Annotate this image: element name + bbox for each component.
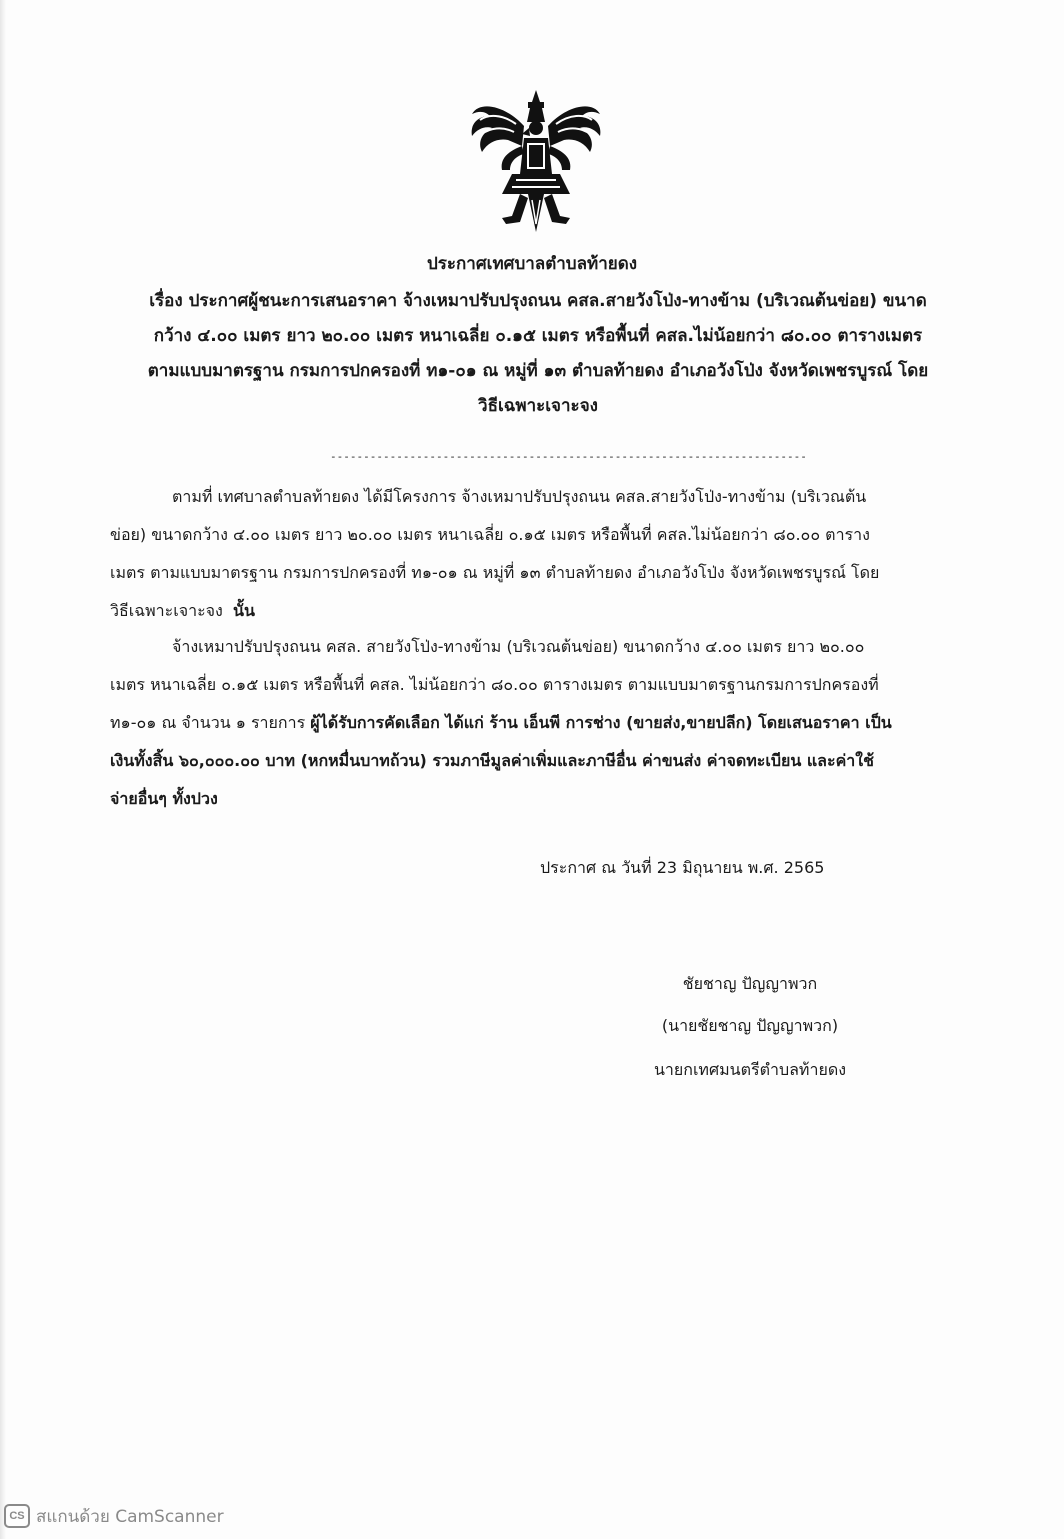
subject-line: เรื่อง ประกาศผู้ชนะการเสนอราคา จ้างเหมาปรับปรุงถนน คสล.สายวังโป่ง-ทางข้าม (บริเวณต้นข่อย) ขนาด [149,291,927,311]
signature-full-name: (นายชัยชาญ ปัญญาพวก) [661,1016,839,1035]
paragraph-line: เงินทั้งสิ้น ๖๐,๐๐๐.๐๐ บาท (หกหมื่นบาทถ้วน) รวมภาษีมูลค่าเพิ่มและภาษีอื่น ค่าขนส่ง ค่าจดทะเบียน และค่าใช้ [110,751,874,770]
paragraph-project [110,478,962,630]
paragraph-line: เมตร ตามแบบมาตรฐาน กรมการปกครองที่ ท๑-๐๑ ณ หมู่ที่ ๑๓ ตำบลท้ายดง อำเภอวังโป่ง จังหวัดเพชรบูรณ์ โดย [110,563,880,582]
signature-position: นายกเทศมนตรีตำบลท้ายดง [653,1060,847,1079]
paragraph-winner [110,628,962,818]
camscanner-footer [4,1503,224,1529]
announcement-date: ประกาศ ณ วันที่ 23 มิถุนายน พ.ศ. 2565 [540,858,825,877]
paragraph-emphasis: ผู้ได้รับการคัดเลือก ได้แก่ ร้าน เอ็นพี การช่าง (ขายส่ง,ขายปลีก) โดยเสนอราคา เป็น [310,713,892,732]
paragraph-line: จ่ายอื่นๆ ทั้งปวง [110,789,218,808]
document-subject [112,284,964,424]
camscanner-label: สแกนด้วย CamScanner [36,1506,224,1527]
paragraph-line: ข่อย) ขนาดกว้าง ๔.๐๐ เมตร ยาว ๒๐.๐๐ เมตร หนาเฉลี่ย ๐.๑๕ เมตร หรือพื้นที่ คสล.ไม่น้อยกว่า ๘๐.๐๐ ตาราง [110,525,870,544]
paragraph-line: เมตร หนาเฉลี่ย ๐.๑๕ เมตร หรือพื้นที่ คสล. ไม่น้อยกว่า ๘๐.๐๐ ตารางเมตร ตามแบบมาตรฐานกรมการปกครองที่ [110,675,879,694]
camscanner-icon: CS [4,1504,30,1528]
signature-name: ชัยชาญ ปัญญาพวก [682,974,818,993]
document-title: ประกาศเทศบาลตำบลท้ายดง [426,254,638,274]
paragraph-emphasis: นั้น [233,601,255,620]
garuda-emblem-icon [466,86,606,236]
subject-line: วิธีเฉพาะเจาะจง [478,396,598,416]
separator-line: ------------------------------------------------------------------------ [330,450,807,463]
paragraph-line: จ้างเหมาปรับปรุงถนน คสล. สายวังโป่ง-ทางข้าม (บริเวณต้นข่อย) ขนาดกว้าง ๔.๐๐ เมตร ยาว ๒๐.๐๐ [172,637,865,656]
paragraph-text: วิธีเฉพาะเจาะจง [110,601,223,620]
subject-line: ตามแบบมาตรฐาน กรมการปกครองที่ ท๑-๐๑ ณ หมู่ที่ ๑๓ ตำบลท้ายดง อำเภอวังโป่ง จังหวัดเพชรบูรณ์ โดย [147,361,929,381]
paragraph-text: ท๑-๐๑ ณ จำนวน ๑ รายการ [110,713,306,732]
paragraph-line [110,704,962,742]
subject-line: กว้าง ๔.๐๐ เมตร ยาว ๒๐.๐๐ เมตร หนาเฉลี่ย ๐.๑๕ เมตร หรือพื้นที่ คสล.ไม่น้อยกว่า ๘๐.๐๐ ตารางเมตร [153,326,923,346]
paragraph-line [110,592,962,630]
scan-edge [0,0,6,1539]
paragraph-line: ตามที่ เทศบาลตำบลท้ายดง ได้มีโครงการ จ้างเหมาปรับปรุงถนน คสล.สายวังโป่ง-ทางข้าม (บริเวณต้น [172,487,867,506]
